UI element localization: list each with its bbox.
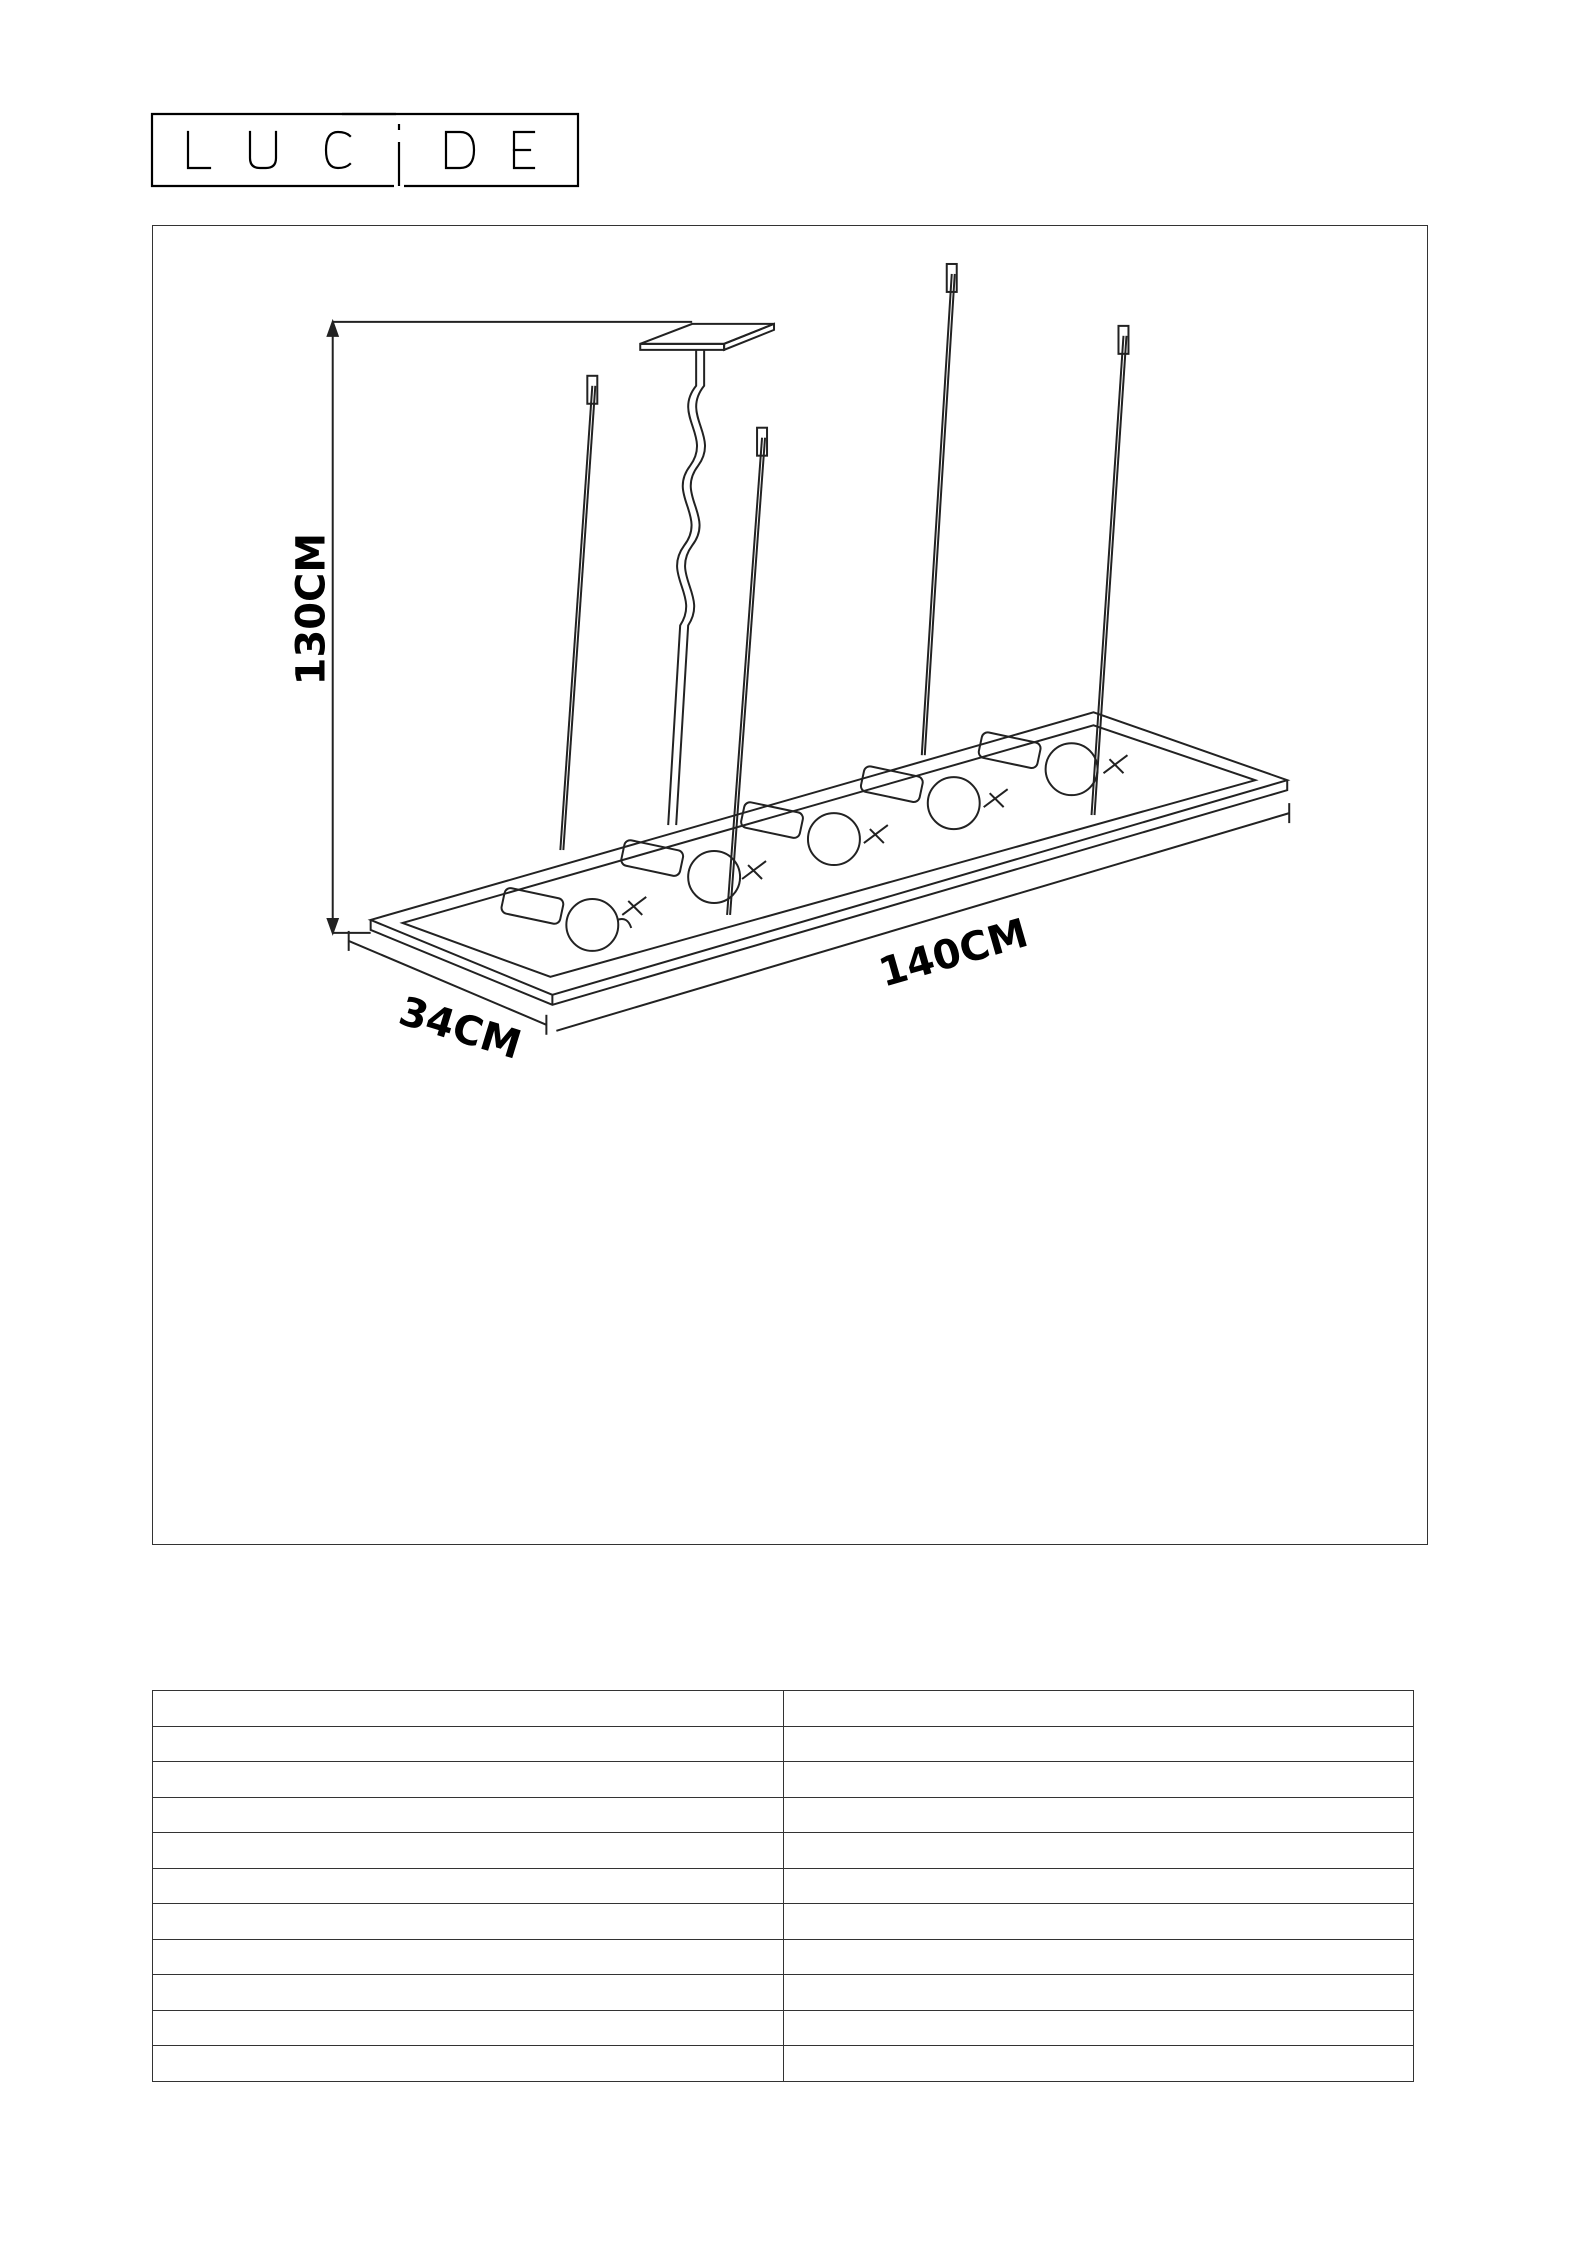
table-row — [153, 1762, 1414, 1798]
table-cell — [783, 1691, 1414, 1727]
width-label: 34CM — [393, 988, 527, 1069]
table-row — [153, 2046, 1414, 2082]
table-cell — [783, 1726, 1414, 1762]
table-row — [153, 1868, 1414, 1904]
length-label: 140CM — [873, 910, 1034, 997]
table-cell — [783, 1868, 1414, 1904]
table-cell — [783, 2046, 1414, 2082]
table-row — [153, 1691, 1414, 1727]
table-cell — [783, 1797, 1414, 1833]
table-row — [153, 1904, 1414, 1940]
brand-logo — [150, 112, 580, 188]
table-cell — [783, 2010, 1414, 2046]
table-cell — [153, 1904, 784, 1940]
canopy — [640, 324, 774, 344]
table-cell — [153, 1762, 784, 1798]
table-row — [153, 2010, 1414, 2046]
height-label: 130CM — [288, 532, 335, 686]
table-cell — [153, 1868, 784, 1904]
table-cell — [153, 1797, 784, 1833]
table-row — [153, 1939, 1414, 1975]
table-cell — [783, 1904, 1414, 1940]
table-row — [153, 1975, 1414, 2011]
table-cell — [783, 1833, 1414, 1869]
table-cell — [153, 2046, 784, 2082]
table-cell — [783, 1975, 1414, 2011]
table-cell — [783, 1762, 1414, 1798]
table-row — [153, 1726, 1414, 1762]
table-cell — [153, 1833, 784, 1869]
table-cell — [153, 1691, 784, 1727]
bulb-2 — [620, 839, 740, 903]
spec-table — [152, 1690, 1414, 2082]
table-cell — [783, 1939, 1414, 1975]
lucide-logo-icon — [150, 112, 580, 188]
wire-1 — [560, 386, 592, 850]
table-row — [153, 1797, 1414, 1833]
table-cell — [153, 2010, 784, 2046]
product-drawing — [152, 225, 1428, 1545]
table-cell — [153, 1939, 784, 1975]
table-cell — [153, 1975, 784, 2011]
table-cell — [153, 1726, 784, 1762]
power-cable — [668, 350, 697, 825]
pendant-lamp-drawing — [153, 226, 1427, 1544]
wire-3 — [922, 274, 952, 755]
bulb-3 — [740, 801, 860, 865]
table-row — [153, 1833, 1414, 1869]
wire-4 — [1092, 336, 1124, 815]
wire-2 — [727, 438, 762, 915]
bulb-1 — [500, 887, 631, 951]
